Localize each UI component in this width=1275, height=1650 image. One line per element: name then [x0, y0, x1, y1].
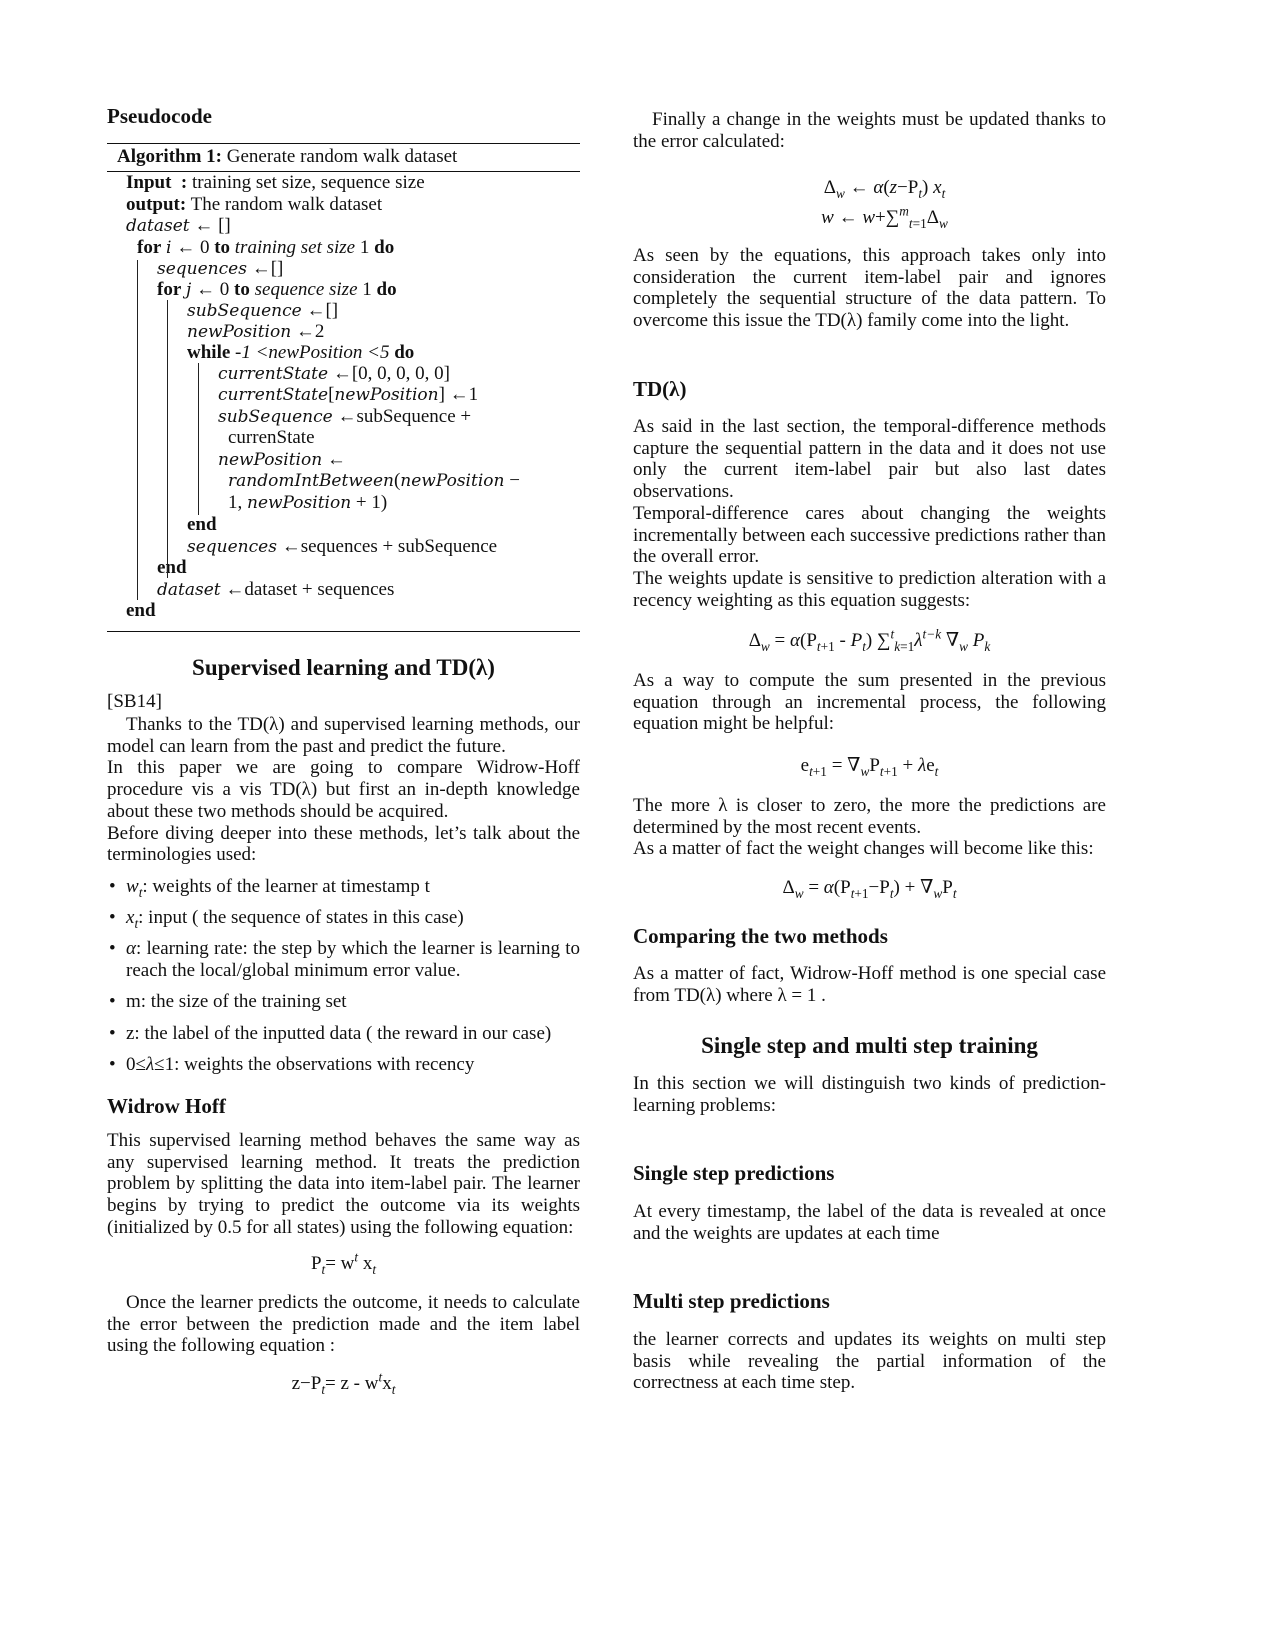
- pseudocode-heading: Pseudocode: [107, 104, 212, 128]
- paragraph-text: As seen by the equations, this approach takes only into consideration the current item-label pair and ignores completely the sequential structure of the data pattern. To overcome this issue the TD(λ) family come into the light.: [633, 245, 1106, 332]
- intro-line: In this paper we are going to compare Widrow-Hoff procedure vis a vis TD(λ) but first an in-depth knowledge about these two methods should be acquired.: [107, 757, 580, 822]
- list-item: • 0≤λ≤1: weights the observations with recency: [107, 1054, 580, 1076]
- list-item: • m: the size of the training set: [107, 991, 580, 1013]
- single-step-heading: Single step predictions: [633, 1161, 835, 1185]
- algorithm-caption-text: Generate random walk dataset: [226, 146, 458, 167]
- algorithm-line: while -1 <newPosition <5 do: [187, 342, 415, 363]
- algorithm-line: for j ← 0 to sequence size 1 do: [157, 279, 397, 300]
- block-bar-inner: [198, 363, 199, 515]
- multi-step-heading: Multi step predictions: [633, 1289, 830, 1313]
- equation-prediction: $P_t= w^t$ $x_t$: [310, 1249, 377, 1277]
- equation-trace: $e_{t+1} = \nabla_wP_{t+1} + \lambda e_t$: [800, 755, 939, 779]
- algorithm-line: subSequence ←[]: [187, 300, 339, 321]
- algorithm-line: end: [126, 600, 156, 621]
- algorithm-line: subSequence ←subSequence +: [218, 406, 472, 427]
- algorithm-line: sequences ←[]: [157, 258, 284, 279]
- paragraph-text: Once the learner predicts the outcome, it needs to calculate the error between the prediction made and the item label using the following equation :: [107, 1292, 580, 1357]
- lambda-line: As a matter of fact the weight changes will become like this:: [633, 838, 1094, 860]
- equation-sum: w ← $w+\sum^m_{t=1}\Delta_w$: [821, 203, 948, 231]
- list-item: • $w_t$: weights of the learner at timestamp t: [107, 876, 580, 898]
- algorithm-line: currentState[newPosition] ←1: [218, 384, 479, 405]
- algorithm-line: dataset ←dataset + sequences: [157, 579, 395, 600]
- equation-td: $\Delta_w = \alpha(P_{t+1} - P_t)$ $\sum^t_{k=1}\lambda^{t-k}$ $\nabla_w$ $P_k$: [748, 626, 991, 654]
- update-paragraph: [633, 109, 1106, 152]
- list-item: • z: the label of the inputted data ( the reward in our case): [107, 1023, 580, 1045]
- paragraph-text: This supervised learning method behaves the same way as any supervised learning method. It treats the prediction problem by splitting the data into item-label pair. The learner begins by trying to predict the outcome via its weights (initialized by 0.5 for all states) using the following equation:: [107, 1130, 580, 1238]
- equation-td0: $\Delta_w = \alpha(P_{t+1}-P_t) + \nabla_wP_t$: [782, 877, 957, 901]
- training-heading: Single step and multi step training: [701, 1033, 1038, 1058]
- block-bar-outer: [137, 260, 138, 600]
- equation-delta: $\Delta_w$ ← $\alpha(z-P_t)$ $x_t$: [823, 177, 946, 201]
- td-line: Temporal-difference cares about changing the weights incrementally between each successive predictions rather than the overall error.: [633, 502, 1106, 568]
- list-item: • $x_t$: input ( the sequence of states in this case): [107, 907, 580, 929]
- algorithm-line: for i ← 0 to training set size 1 do: [137, 237, 395, 258]
- algorithm-line: Input : training set size, sequence size: [126, 172, 425, 193]
- citation: [SB14]: [107, 691, 162, 712]
- terminology-list: [107, 876, 580, 1085]
- algorithm-line: currentState ←[0, 0, 0, 0, 0]: [218, 363, 450, 384]
- td-line: The weights update is sensitive to prediction alteration with a recency weighting as this equation suggests:: [633, 567, 1106, 611]
- equation-error: $z-P_t= z - w^tx_t$: [291, 1369, 396, 1397]
- supervised-heading: Supervised learning and TD(λ): [192, 655, 495, 680]
- block-bar-middle: [167, 300, 168, 578]
- paragraph-text: Finally a change in the weights must be updated thanks to the error calculated:: [633, 109, 1106, 152]
- comparing-heading: Comparing the two methods: [633, 924, 888, 948]
- error-paragraph: [107, 1292, 580, 1357]
- algorithm-line: sequences ←sequences + subSequence: [187, 536, 498, 557]
- td-heading: TD(λ): [633, 377, 687, 401]
- lambda-line: The more λ is closer to zero, the more the predictions are determined by the most recent events.: [633, 795, 1106, 838]
- intro-paragraph: [107, 714, 580, 866]
- lambda-paragraph: [633, 795, 1106, 860]
- incremental-paragraph: [633, 670, 1106, 735]
- td-line: As said in the last section, the temporal-difference methods capture the sequential pattern in the data and it does not use only the current item-label pair but also last dates observations.: [633, 416, 1106, 503]
- paragraph-text: At every timestamp, the label of the data is revealed at once and the weights are updates at each time: [633, 1201, 1106, 1244]
- algorithm-line: randomIntBetween(newPosition −: [228, 470, 520, 491]
- algorithm-line: end: [187, 514, 217, 535]
- algorithm-bottom-rule: [107, 631, 580, 632]
- list-item: • α: learning rate: the step by which the learner is learning to reach the local/global minimum error value.: [107, 938, 580, 981]
- paragraph-text: As a matter of fact, Widrow-Hoff method is one special case from TD(λ) where λ = 1 .: [633, 963, 1106, 1006]
- seen-paragraph: [633, 245, 1106, 332]
- algorithm-line: dataset ← []: [126, 215, 231, 236]
- algorithm-line: 1, newPosition + 1): [228, 492, 388, 513]
- algorithm-line: newPosition ←: [218, 449, 346, 470]
- training-paragraph: [633, 1073, 1106, 1116]
- comparing-paragraph: [633, 963, 1106, 1006]
- paragraph-text: the learner corrects and updates its weights on multi step basis while revealing the partial information of the correctness at each time step.: [633, 1329, 1106, 1394]
- algorithm-line: newPosition ←2: [187, 321, 325, 342]
- single-step-paragraph: [633, 1201, 1106, 1244]
- widrow-heading: Widrow Hoff: [107, 1094, 226, 1118]
- paragraph-text: In this section we will distinguish two kinds of prediction-learning problems:: [633, 1073, 1106, 1116]
- intro-line: Before diving deeper into these methods, let’s talk about the terminologies used:: [107, 822, 580, 866]
- algorithm-top-rule: [107, 143, 580, 144]
- td-paragraph: [633, 416, 1106, 611]
- intro-line: Thanks to the TD(λ) and supervised learning methods, our model can learn from the past and predict the future.: [107, 714, 580, 757]
- algorithm-line: output: The random walk dataset: [126, 194, 383, 215]
- widrow-paragraph: [107, 1130, 580, 1239]
- algorithm-line: end: [157, 557, 187, 578]
- algorithm-line: currenState: [228, 427, 315, 448]
- multi-step-paragraph: [633, 1329, 1106, 1394]
- algorithm-caption: [117, 146, 457, 168]
- paragraph-text: As a way to compute the sum presented in the previous equation through an incremental process, the following equation might be helpful:: [633, 670, 1106, 735]
- algorithm-caption-label: Algorithm 1:: [117, 146, 223, 167]
